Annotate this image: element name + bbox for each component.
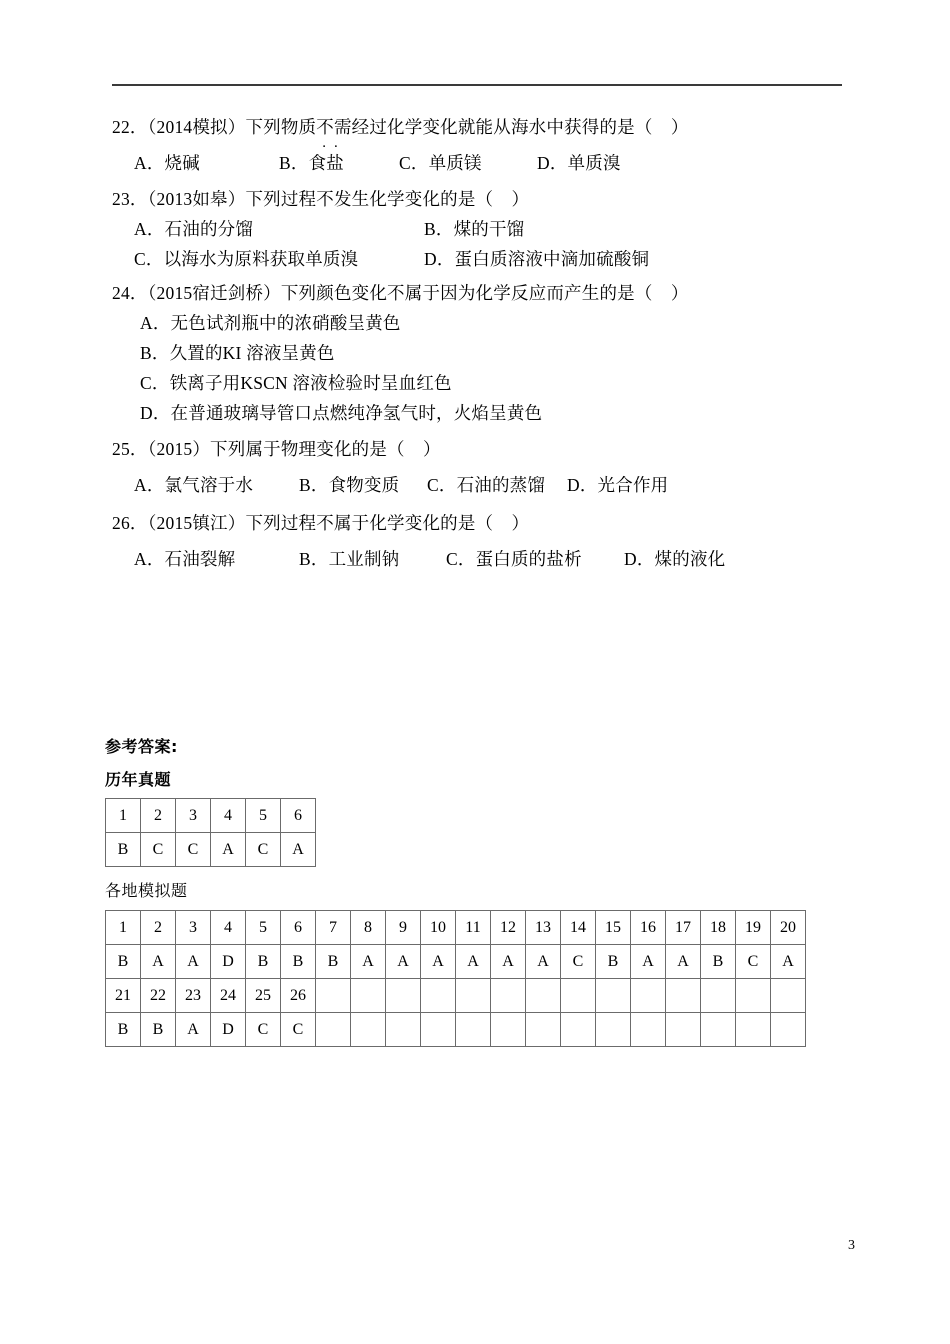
question-item-22 xyxy=(112,112,872,178)
table-cell: B xyxy=(106,1013,141,1047)
question-26-option-c[interactable]: C．蛋白质的盐析 xyxy=(446,549,582,569)
table-cell xyxy=(351,979,386,1013)
table-cell: B xyxy=(701,945,736,979)
table-cell: C xyxy=(246,1013,281,1047)
table-cell: A xyxy=(351,945,386,979)
question-item-25 xyxy=(112,434,872,500)
table-cell: 8 xyxy=(351,911,386,945)
table-row xyxy=(106,799,316,833)
table-cell: 20 xyxy=(771,911,806,945)
question-24-stem: 24．（2015宿迁剑桥）下列颜色变化不属于因为化学反应而产生的是（ ） xyxy=(112,283,689,303)
answer-section-heading-mock-exams: 各地模拟题 xyxy=(105,883,188,900)
table-cell: 17 xyxy=(666,911,701,945)
table-cell xyxy=(666,1013,701,1047)
answer-section-heading-past-exams: 历年真题 xyxy=(105,770,172,789)
page-number: 3 xyxy=(848,1238,855,1253)
table-cell: A xyxy=(666,945,701,979)
table-cell xyxy=(491,979,526,1013)
question-23-option-c[interactable]: C．以海水为原料获取单质溴 xyxy=(134,249,359,269)
table-cell: C xyxy=(736,945,771,979)
question-22-option-d[interactable]: D．单质溴 xyxy=(537,153,621,173)
table-cell: 24 xyxy=(211,979,246,1013)
table-cell: 5 xyxy=(246,799,281,833)
table-cell xyxy=(561,1013,596,1047)
table-row xyxy=(106,833,316,867)
table-row xyxy=(106,1013,806,1047)
question-22-option-c[interactable]: C．单质镁 xyxy=(399,153,482,173)
table-cell xyxy=(316,979,351,1013)
table-cell: 9 xyxy=(386,911,421,945)
table-cell: 21 xyxy=(106,979,141,1013)
table-cell: 5 xyxy=(246,911,281,945)
table-cell: B xyxy=(141,1013,176,1047)
table-cell: A xyxy=(771,945,806,979)
question-23-option-b[interactable]: B．煤的干馏 xyxy=(424,219,525,239)
table-cell: 13 xyxy=(526,911,561,945)
question-26-option-a[interactable]: A．石油裂解 xyxy=(134,549,236,569)
question-23-options-row-1 xyxy=(134,214,872,244)
header-divider xyxy=(112,84,842,86)
table-cell: A xyxy=(631,945,666,979)
table-cell: D xyxy=(211,945,246,979)
table-cell xyxy=(456,979,491,1013)
table-cell: A xyxy=(176,1013,211,1047)
table-cell: 1 xyxy=(106,799,141,833)
answer-table-past-exams xyxy=(105,798,316,867)
table-cell: A xyxy=(386,945,421,979)
table-cell: 12 xyxy=(491,911,526,945)
table-cell: C xyxy=(561,945,596,979)
table-cell: D xyxy=(211,1013,246,1047)
table-row xyxy=(106,945,806,979)
question-25-option-d[interactable]: D．光合作用 xyxy=(567,475,669,495)
question-item-24 xyxy=(112,278,872,428)
table-cell: C xyxy=(176,833,211,867)
table-cell: 6 xyxy=(281,799,316,833)
table-cell: A xyxy=(281,833,316,867)
table-row xyxy=(106,911,806,945)
table-cell: 22 xyxy=(141,979,176,1013)
table-cell xyxy=(596,1013,631,1047)
table-cell: B xyxy=(106,945,141,979)
table-cell xyxy=(386,979,421,1013)
question-22-stem-post: 经过化学变化就能从海水中获得的是（ ） xyxy=(351,117,689,137)
table-cell xyxy=(736,1013,771,1047)
table-cell: A xyxy=(421,945,456,979)
table-cell xyxy=(561,979,596,1013)
question-25-option-b[interactable]: B．食物变质 xyxy=(299,475,400,495)
question-26-options-row xyxy=(134,544,872,574)
table-cell: 1 xyxy=(106,911,141,945)
table-cell: 3 xyxy=(176,799,211,833)
table-cell: A xyxy=(211,833,246,867)
table-cell xyxy=(666,979,701,1013)
question-22-options-row xyxy=(134,148,872,178)
table-cell: 25 xyxy=(246,979,281,1013)
table-cell xyxy=(701,1013,736,1047)
table-cell: A xyxy=(491,945,526,979)
table-cell: 14 xyxy=(561,911,596,945)
table-cell xyxy=(421,1013,456,1047)
table-cell xyxy=(456,1013,491,1047)
table-cell: A xyxy=(456,945,491,979)
answer-table-mock-exams xyxy=(105,910,806,1047)
table-cell: 6 xyxy=(281,911,316,945)
table-cell: A xyxy=(176,945,211,979)
table-cell: B xyxy=(281,945,316,979)
table-cell xyxy=(526,1013,561,1047)
question-26-option-d[interactable]: D．煤的液化 xyxy=(624,549,726,569)
question-23-options-row-2 xyxy=(134,244,872,274)
question-22-option-a[interactable]: A．烧碱 xyxy=(134,153,200,173)
table-cell: 15 xyxy=(596,911,631,945)
table-cell: 11 xyxy=(456,911,491,945)
table-cell: B xyxy=(106,833,141,867)
question-23-option-d[interactable]: D．蛋白质溶液中滴加硫酸铜 xyxy=(424,249,650,269)
question-22-emphasis: 不需 .. xyxy=(316,112,351,142)
table-cell: 19 xyxy=(736,911,771,945)
question-24-option-b[interactable]: B．久置的KI 溶液呈黄色 xyxy=(140,343,335,363)
table-cell: A xyxy=(526,945,561,979)
table-cell: 4 xyxy=(211,799,246,833)
table-row xyxy=(106,979,806,1013)
table-cell xyxy=(351,1013,386,1047)
question-22-stem-pre: 22．（2014模拟）下列物质 xyxy=(112,117,317,137)
table-cell xyxy=(631,1013,666,1047)
table-cell: 4 xyxy=(211,911,246,945)
table-cell xyxy=(421,979,456,1013)
question-23-stem: 23．（2013如皋）下列过程不发生化学变化的是（ ） xyxy=(112,189,530,209)
table-cell xyxy=(736,979,771,1013)
question-26-option-b[interactable]: B．工业制钠 xyxy=(299,549,400,569)
table-cell: C xyxy=(141,833,176,867)
table-cell xyxy=(316,1013,351,1047)
question-23-option-a[interactable]: A．石油的分馏 xyxy=(134,219,254,239)
table-cell: 2 xyxy=(141,911,176,945)
question-list xyxy=(112,112,872,574)
question-25-option-c[interactable]: C．石油的蒸馏 xyxy=(427,475,546,495)
question-25-options-row xyxy=(134,470,872,500)
question-25-option-a[interactable]: A．氯气溶于水 xyxy=(134,475,254,495)
table-cell: 26 xyxy=(281,979,316,1013)
table-cell xyxy=(771,979,806,1013)
table-cell xyxy=(701,979,736,1013)
table-cell: 23 xyxy=(176,979,211,1013)
table-cell: 7 xyxy=(316,911,351,945)
table-cell: 3 xyxy=(176,911,211,945)
table-cell: C xyxy=(246,833,281,867)
table-cell xyxy=(771,1013,806,1047)
question-24-option-a[interactable]: A．无色试剂瓶中的浓硝酸呈黄色 xyxy=(140,313,401,333)
table-cell: C xyxy=(281,1013,316,1047)
answer-key-title: 参考答案: xyxy=(105,737,178,756)
question-24-option-d[interactable]: D．在普通玻璃导管口点燃纯净氢气时，火焰呈黄色 xyxy=(140,403,543,423)
table-cell: A xyxy=(141,945,176,979)
table-cell xyxy=(631,979,666,1013)
question-26-stem: 26．（2015镇江）下列过程不属于化学变化的是（ ） xyxy=(112,513,530,533)
table-cell xyxy=(596,979,631,1013)
table-cell: B xyxy=(316,945,351,979)
table-cell: 10 xyxy=(421,911,456,945)
table-cell: B xyxy=(596,945,631,979)
table-cell: 18 xyxy=(701,911,736,945)
table-cell xyxy=(491,1013,526,1047)
table-cell xyxy=(386,1013,421,1047)
question-item-26 xyxy=(112,508,872,574)
table-cell: B xyxy=(246,945,281,979)
question-item-23 xyxy=(112,184,872,274)
question-24-option-c[interactable]: C．铁离子用KSCN 溶液检验时呈血红色 xyxy=(140,373,452,393)
table-cell: 2 xyxy=(141,799,176,833)
question-22-stem xyxy=(112,112,872,142)
table-cell xyxy=(526,979,561,1013)
question-22-option-b[interactable]: B．食盐 xyxy=(279,153,344,173)
question-25-stem: 25．（2015）下列属于物理变化的是（ ） xyxy=(112,439,441,459)
table-cell: 16 xyxy=(631,911,666,945)
answer-key-section xyxy=(105,735,865,1047)
